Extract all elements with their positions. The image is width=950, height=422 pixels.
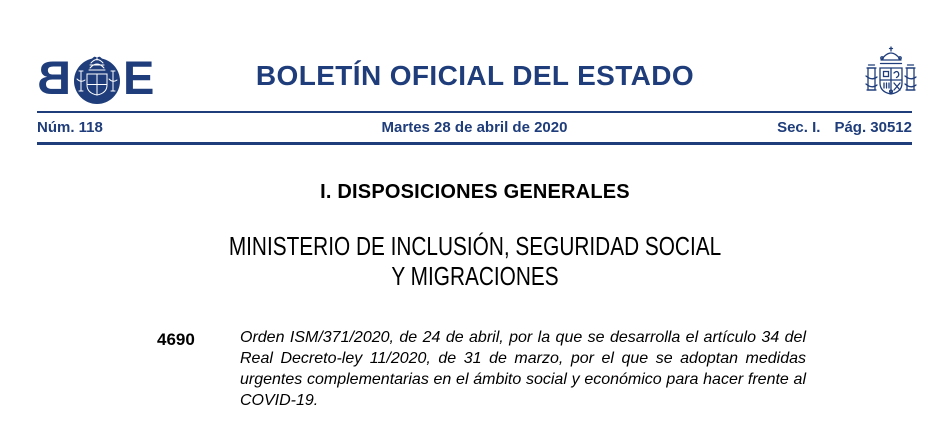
entry-summary: Orden ISM/371/2020, de 24 de abril, por la que se desarrolla el artículo 34 del Real Decreto-ley 11/2020, de 31 de marzo, por el que se adoptan medidas urgentes complementarias en el ámbito social y económico para hacer frente al COVID-19. (240, 329, 806, 409)
section-heading: I. DISPOSICIONES GENERALES (320, 181, 630, 203)
masthead-divider-bottom (37, 142, 912, 145)
spain-coat-of-arms-icon (864, 46, 918, 106)
issue-number: Núm. 118 (37, 119, 103, 136)
ministry-heading (95, 231, 855, 291)
issue-date: Martes 28 de abril de 2020 (381, 119, 568, 136)
meta-bar (37, 119, 912, 137)
logo-letter-b: B (38, 51, 71, 104)
section-page-group (777, 119, 912, 136)
section-label: Sec. I. (777, 119, 821, 136)
entry-number: 4690 (157, 330, 195, 349)
ministry-heading-line2: Y MIGRACIONES (391, 261, 559, 291)
ministry-heading-line1: MINISTERIO DE INCLUSIÓN, SEGURIDAD SOCIAL (228, 231, 722, 261)
masthead-title: BOLETÍN OFICIAL DEL ESTADO (255, 60, 695, 91)
logo-letter-e: E (122, 51, 154, 104)
page-number: Pág. 30512 (834, 119, 912, 136)
masthead-divider-top (37, 111, 912, 113)
